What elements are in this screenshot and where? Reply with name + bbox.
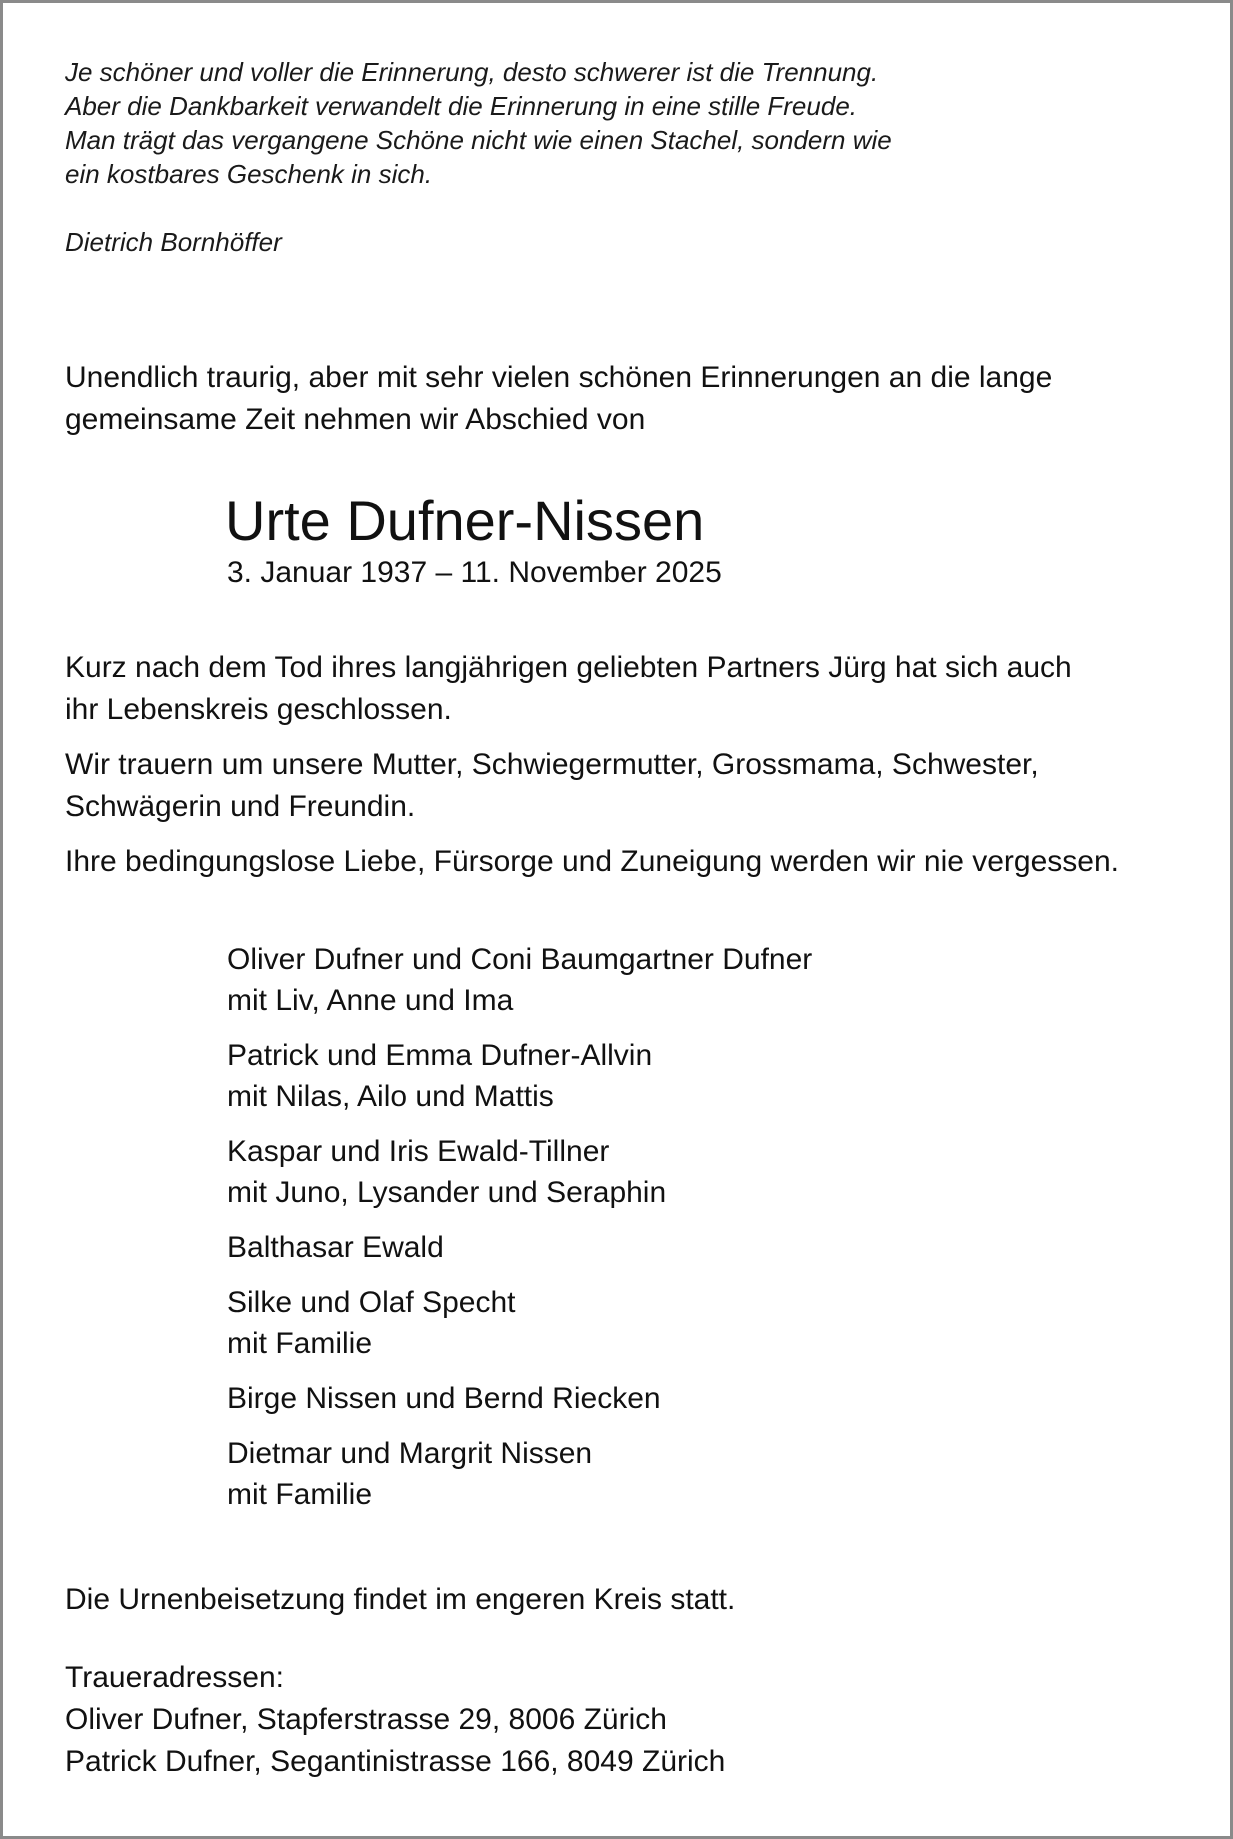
message-line: Ihre bedingungslose Liebe, Fürsorge und Zuneigung werden wir nie vergessen. [65,845,1119,878]
mourner-names: Silke und Olaf Specht [227,1286,516,1319]
quote-block [65,55,892,191]
mourner-names: Balthasar Ewald [227,1231,444,1264]
addresses-heading: Traueradressen: [65,1661,284,1694]
mourner-names: Birge Nissen und Bernd Riecken [227,1382,661,1415]
burial-note: Die Urnenbeisetzung findet im engeren Kreis statt. [65,1583,736,1616]
mourner-family: mit Familie [227,1327,373,1360]
quote-line: ein kostbares Geschenk in sich. [65,159,433,189]
mourner-names: Kaspar und Iris Ewald-Tillner [227,1135,610,1168]
quote-line: Man trägt das vergangene Schöne nicht wie einen Stachel, sondern wie [65,125,892,155]
quote-line: Je schöner und voller die Erinnerung, desto schwerer ist die Trennung. [65,57,879,87]
mourner-family: mit Nilas, Ailo und Mattis [227,1080,554,1113]
mourner-family: mit Liv, Anne und Ima [227,984,514,1017]
mourner-group [227,1378,812,1419]
mourner-group [227,1035,812,1117]
mourner-group [227,939,812,1021]
mourner-group [227,1227,812,1268]
mourner-group [227,1433,812,1515]
mourner-group [227,1282,812,1364]
address-line: Patrick Dufner, Segantinistrasse 166, 8049 Zürich [65,1745,726,1778]
mourning-addresses [65,1657,725,1783]
intro-text [65,357,1052,441]
mourner-names: Dietmar und Margrit Nissen [227,1437,593,1470]
message-block [65,647,1119,883]
message-line: Kurz nach dem Tod ihres langjährigen geliebten Partners Jürg hat sich auch [65,651,1072,684]
quote-author: Dietrich Bornhöffer [65,227,282,257]
mourner-names: Patrick und Emma Dufner-Allvin [227,1039,653,1072]
quote-line: Aber die Dankbarkeit verwandelt die Erinnerung in eine stille Freude. [65,91,857,121]
mourner-family: mit Juno, Lysander und Seraphin [227,1176,667,1209]
mourner-names: Oliver Dufner und Coni Baumgartner Dufner [227,943,813,976]
life-dates: 3. Januar 1937 – 11. November 2025 [227,556,722,589]
mourner-group [227,1131,812,1213]
message-line: ihr Lebenskreis geschlossen. [65,693,452,726]
address-line: Oliver Dufner, Stapferstrasse 29, 8006 Zürich [65,1703,667,1736]
deceased-name: Urte Dufner-Nissen [225,489,705,552]
intro-line: gemeinsame Zeit nehmen wir Abschied von [65,403,646,436]
intro-line: Unendlich traurig, aber mit sehr vielen schönen Erinnerungen an die lange [65,361,1053,394]
mourner-family: mit Familie [227,1478,373,1511]
mourners-list [227,939,812,1529]
message-line: Wir trauern um unsere Mutter, Schwiegermutter, Grossmama, Schwester, [65,748,1039,781]
message-line: Schwägerin und Freundin. [65,790,416,823]
